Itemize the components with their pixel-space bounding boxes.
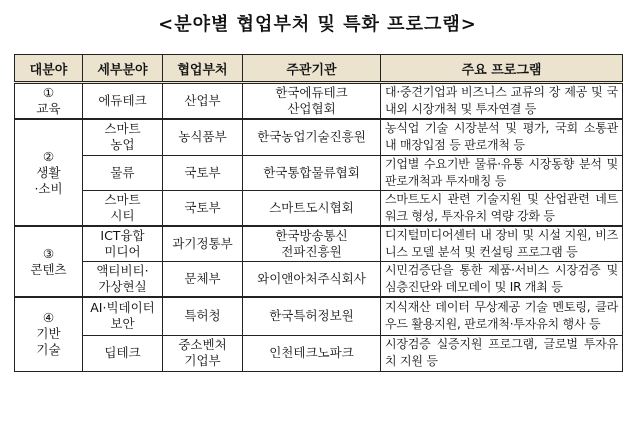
table-row xyxy=(15,262,623,298)
ministry-cell: 국토부 xyxy=(163,155,243,190)
ministry-cell: 중소벤처 기업부 xyxy=(163,335,243,371)
agency-cell: 한국특허정보원 xyxy=(243,297,381,335)
ministry-cell: 과기정통부 xyxy=(163,226,243,262)
program-cell: 지식재산 데이터 무상제공 기술 멘토링, 클라우드 활용지원, 판로개척·투자유치 행사 등 xyxy=(381,297,623,335)
ministry-cell: 농식품부 xyxy=(163,119,243,155)
subfield-cell: 물류 xyxy=(83,155,163,190)
program-cell: 기업별 수요기반 물류·유통 시장동향 분석 및 판로개척과 투자매칭 등 xyxy=(381,155,623,190)
header-category: 대분야 xyxy=(15,55,83,83)
agency-cell: 한국농업기술진흥원 xyxy=(243,119,381,155)
category-cell: ② 생활 ·소비 xyxy=(15,119,83,226)
ministry-cell: 특허청 xyxy=(163,297,243,335)
table-row xyxy=(15,226,623,262)
header-row xyxy=(15,55,623,83)
table-row xyxy=(15,335,623,371)
table-row xyxy=(15,119,623,155)
agency-cell: 스마트도시협회 xyxy=(243,190,381,226)
subfield-cell: 스마트 시티 xyxy=(83,190,163,226)
header-ministry: 협업부처 xyxy=(163,55,243,83)
table-row xyxy=(15,83,623,120)
subfield-cell: 액티비티· 가상현실 xyxy=(83,262,163,298)
program-cell: 스마트도시 관련 기술지원 및 산업관련 네트워크 형성, 투자유치 역량 강화 등 xyxy=(381,190,623,226)
agency-cell: 한국통합물류협회 xyxy=(243,155,381,190)
header-program: 주요 프로그램 xyxy=(381,55,623,83)
program-cell: 대·중견기업과 비즈니스 교류의 장 제공 및 국내외 시장개척 및 투자연결 등 xyxy=(381,83,623,120)
ministry-cell: 국토부 xyxy=(163,190,243,226)
table-row xyxy=(15,155,623,190)
subfield-cell: 딥테크 xyxy=(83,335,163,371)
table-body xyxy=(15,83,623,372)
program-table xyxy=(14,54,623,372)
program-cell: 농식업 기술 시장분석 및 평가, 국회 소통관 내 매장입점 등 판로개척 등 xyxy=(381,119,623,155)
table-row xyxy=(15,190,623,226)
subfield-cell: 에듀테크 xyxy=(83,83,163,120)
subfield-cell: 스마트 농업 xyxy=(83,119,163,155)
program-cell: 시장검증 실증지원 프로그램, 글로벌 투자유치 지원 등 xyxy=(381,335,623,371)
category-cell: ③ 콘텐츠 xyxy=(15,226,83,297)
agency-cell: 인천테크노파크 xyxy=(243,335,381,371)
page-title: <분야별 협업부처 및 특화 프로그램> xyxy=(158,14,477,35)
category-cell: ① 교육 xyxy=(15,83,83,120)
header-subfield: 세부분야 xyxy=(83,55,163,83)
program-cell: 디지털미디어센터 내 장비 및 시설 지원, 비즈니스 모델 분석 및 컨설팅 프로그램 등 xyxy=(381,226,623,262)
subfield-cell: AI·빅데이터 보안 xyxy=(83,297,163,335)
agency-cell: 와이앤아처주식회사 xyxy=(243,262,381,298)
header-agency: 주관기관 xyxy=(243,55,381,83)
program-cell: 시민검증단을 통한 제품·서비스 시장검증 및 심층진단와 데모데이 및 IR 개최 등 xyxy=(381,262,623,298)
agency-cell: 한국방송통신 전파진흥원 xyxy=(243,226,381,262)
ministry-cell: 산업부 xyxy=(163,83,243,120)
subfield-cell: ICT융합 미디어 xyxy=(83,226,163,262)
ministry-cell: 문체부 xyxy=(163,262,243,298)
agency-cell: 한국에듀테크 산업협회 xyxy=(243,83,381,120)
table-row xyxy=(15,297,623,335)
category-cell: ④ 기반 기술 xyxy=(15,297,83,371)
